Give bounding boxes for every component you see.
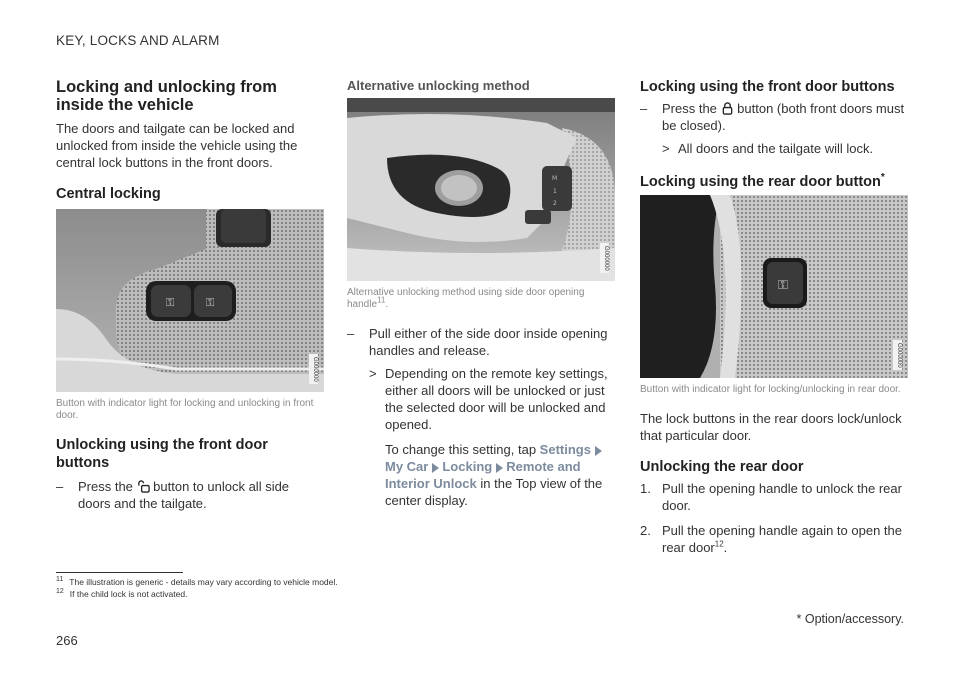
step-text: Pull the opening handle again to open the rear door	[662, 523, 902, 555]
footnote-ref: 11	[377, 295, 386, 305]
footnote-ref: 12	[714, 539, 724, 549]
option-star: *	[880, 172, 885, 184]
menu-path-locking: Locking	[442, 459, 493, 474]
front-door-caption: Button with indicator light for locking and unlocking in front door.	[56, 398, 314, 421]
image-code: G000000	[893, 340, 902, 370]
unlock-rear-step-1	[640, 480, 908, 514]
footnote-text: The illustration is generic - details may vary according to vehicle model.	[69, 576, 338, 587]
unlock-front-step	[56, 478, 324, 512]
dash-marker: –	[347, 326, 355, 341]
image-code: G000000	[600, 243, 609, 273]
footnote-11	[56, 575, 338, 587]
footnote-number: 12	[56, 588, 64, 596]
menu-path-remote-interior-unlock: Remote and Interior Unlock	[385, 459, 581, 491]
svg-text:M: M	[552, 175, 558, 182]
result-marker: >	[662, 141, 670, 156]
menu-path-my-car: My Car	[385, 459, 429, 474]
rear-door-paragraph: The lock buttons in the rear doors lock/unlock that particular door.	[640, 411, 902, 443]
unlock-front-heading: Unlocking using the front door buttons	[56, 437, 268, 471]
dash-marker: –	[640, 101, 648, 116]
note-post: in the Top view of the center display.	[385, 476, 603, 508]
arrow-icon	[595, 446, 602, 456]
footnote-rule	[56, 572, 183, 573]
rear-door-button-image	[640, 195, 908, 378]
step-text-post: button (both front doors must be closed).	[662, 101, 905, 133]
pull-handle-result	[347, 365, 615, 433]
step-text: Pull either of the side door inside opening handles and release.	[369, 326, 608, 358]
step-text-pre: Press the	[662, 101, 717, 116]
door-handle-caption	[347, 287, 615, 311]
change-setting-note	[347, 441, 615, 509]
svg-text:⚿: ⚿	[778, 278, 788, 293]
arrow-icon	[432, 463, 439, 473]
unlock-icon	[137, 480, 150, 493]
menu-path-settings: Settings	[539, 442, 591, 457]
caption-text: Alternative unlocking method using side door opening handle	[347, 287, 585, 310]
image-code: G000000	[309, 354, 318, 384]
unlock-rear-step-2	[640, 522, 908, 556]
lock-front-heading: Locking using the front door buttons	[640, 79, 895, 95]
step-number: 1.	[640, 481, 651, 496]
arrow-icon	[496, 463, 503, 473]
door-handle-illustration	[347, 98, 615, 281]
column-3	[640, 78, 908, 556]
front-door-lock-buttons-image	[56, 209, 324, 392]
alternative-unlocking-heading: Alternative unlocking method	[347, 78, 530, 93]
lock-icon	[721, 102, 734, 115]
central-locking-heading: Central locking	[56, 186, 161, 202]
section-header: KEY, LOCKS AND ALARM	[56, 33, 220, 48]
door-handle-image	[347, 98, 615, 281]
rear-door-illustration	[640, 195, 908, 378]
svg-text:⚿: ⚿	[166, 296, 175, 309]
column-2	[347, 78, 615, 509]
step-number: 2.	[640, 523, 651, 538]
page-title: Locking and unlocking from inside the vehicle	[56, 78, 277, 114]
caption-end: .	[385, 299, 389, 310]
footnote-12	[56, 587, 338, 599]
column-1	[56, 78, 324, 512]
rear-door-caption: Button with indicator light for locking/unlocking in rear door.	[640, 384, 901, 395]
svg-text:2: 2	[553, 200, 557, 207]
page-number: 266	[56, 633, 78, 648]
dash-marker: –	[56, 479, 64, 494]
step-text-post: button to unlock all side doors and the tailgate.	[78, 479, 290, 511]
footnotes	[56, 572, 338, 600]
result-text: All doors and the tailgate will lock.	[678, 141, 874, 156]
heading-text: Locking using the rear door button	[640, 174, 881, 190]
svg-text:⚿: ⚿	[206, 296, 215, 309]
front-door-illustration	[56, 209, 324, 392]
unlock-rear-heading: Unlocking the rear door	[640, 459, 804, 475]
footnote-text: If the child lock is not activated.	[69, 589, 188, 600]
step-text-pre: Press the	[78, 479, 133, 494]
lock-rear-heading	[640, 173, 908, 191]
pull-handle-step	[347, 325, 615, 359]
result-text: Depending on the remote key settings, either all doors will be unlocked or just the selected door will be unlocked and opened.	[385, 366, 608, 432]
step-end: .	[723, 540, 728, 555]
footnote-number: 11	[56, 576, 64, 583]
option-accessory-note: * Option/accessory.	[796, 612, 904, 626]
lock-front-result	[640, 140, 908, 157]
result-marker: >	[369, 366, 377, 381]
intro-paragraph: The doors and tailgate can be locked and unlocked from inside the vehicle using the central lock buttons in the front doors.	[56, 121, 298, 170]
lock-front-step	[640, 100, 908, 134]
step-text: Pull the opening handle to unlock the rear door.	[662, 481, 902, 513]
note-pre: To change this setting, tap	[385, 442, 537, 457]
svg-text:1: 1	[553, 188, 557, 195]
